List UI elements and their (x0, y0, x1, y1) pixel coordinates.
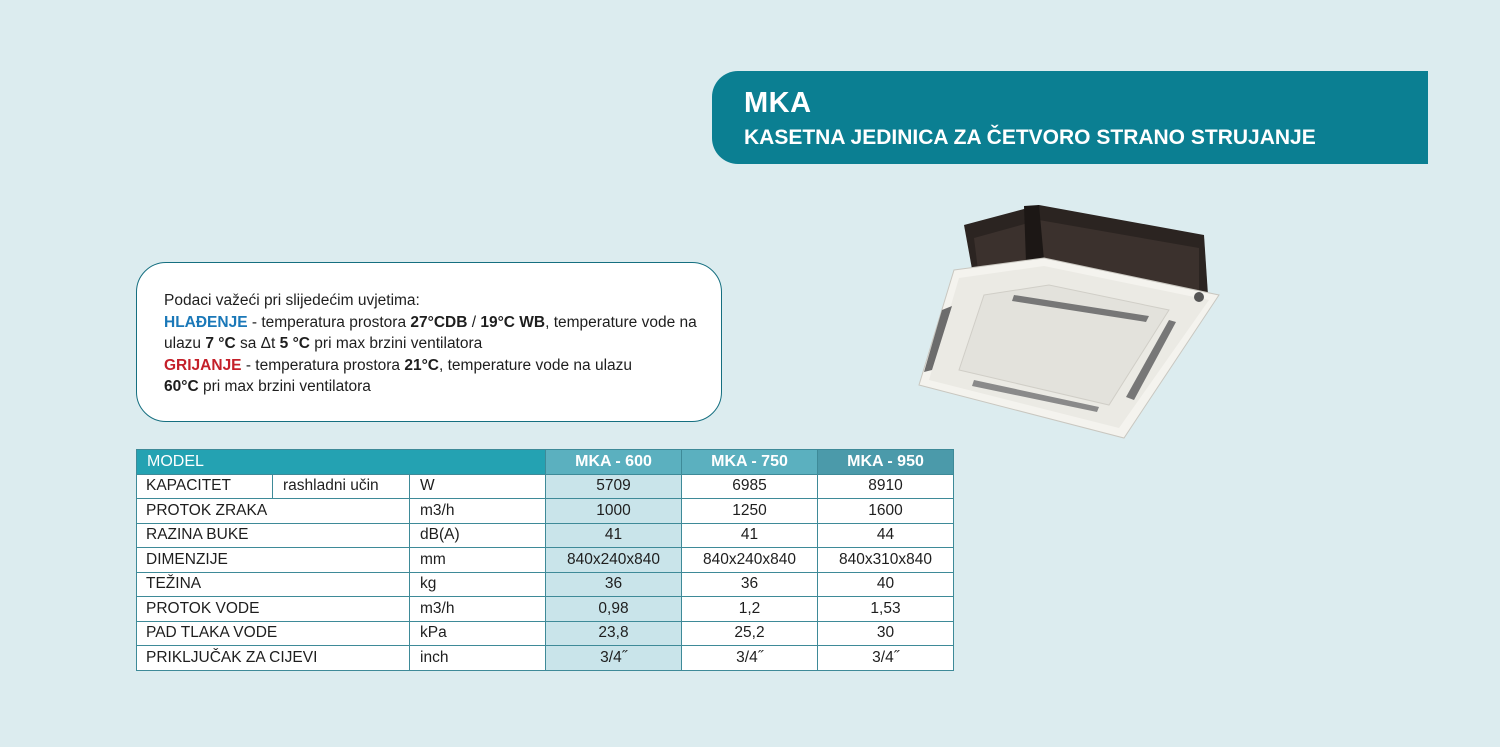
cell-value: 40 (818, 572, 954, 597)
cell-value: 840x240x840 (546, 548, 682, 573)
table-row (137, 474, 954, 499)
table-row (137, 572, 954, 597)
row-unit: dB(A) (410, 523, 546, 548)
cooling-text-4: pri max brzini ventilatora (309, 335, 483, 352)
cassette-unit-image (914, 200, 1234, 445)
cell-value: 6985 (682, 474, 818, 499)
cell-value: 3/4˝ (546, 646, 682, 671)
cell-value: 1000 (546, 499, 682, 524)
cooling-text-3: sa Δt (235, 335, 280, 352)
page-subtitle: KASETNA JEDINICA ZA ČETVORO STRANO STRUJANJE (744, 126, 1316, 149)
cell-value: 1600 (818, 499, 954, 524)
heating-label: GRIJANJE (164, 356, 242, 374)
conditions-intro: Podaci važeći pri slijedećim uvjetima: (164, 292, 420, 309)
cooling-wb-temp: 19°C WB (480, 313, 546, 331)
cooling-db-temp: 27°CDB (410, 313, 468, 331)
row-unit: W (410, 474, 546, 499)
table-row (137, 523, 954, 548)
table-row (137, 621, 954, 646)
cell-value: 5709 (546, 474, 682, 499)
cooling-delta: 5 °C (279, 335, 310, 352)
cell-value: 1,2 (682, 597, 818, 622)
heating-room-temp: 21°C (404, 356, 439, 374)
cell-value: 36 (546, 572, 682, 597)
table-row (137, 646, 954, 671)
row-label: KAPACITET (137, 474, 273, 499)
conditions-box (136, 262, 722, 422)
row-label: DIMENZIJE (137, 548, 410, 573)
table-header-row (137, 450, 954, 475)
cell-value: 8910 (818, 474, 954, 499)
model-header: MODEL (137, 450, 546, 475)
cell-value: 0,98 (546, 597, 682, 622)
table-row (137, 499, 954, 524)
header-banner (712, 71, 1428, 164)
row-unit: kg (410, 572, 546, 597)
row-unit: kPa (410, 621, 546, 646)
cooling-text-2: , temperature vode na ulazu (164, 313, 697, 352)
row-label: PROTOK ZRAKA (137, 499, 410, 524)
heating-text-2: , temperature vode na ulazu (439, 356, 633, 374)
specs-table (136, 449, 954, 671)
row-unit: mm (410, 548, 546, 573)
cell-value: 1,53 (818, 597, 954, 622)
table-row (137, 548, 954, 573)
column-header-600: MKA - 600 (546, 450, 682, 475)
row-unit: m3/h (410, 499, 546, 524)
cooling-text: - temperatura prostora (247, 313, 411, 331)
heating-water-temp: 60°C (164, 378, 199, 395)
row-label: TEŽINA (137, 572, 410, 597)
cell-value: 36 (682, 572, 818, 597)
row-sublabel: rashladni učin (273, 474, 410, 499)
row-label: PROTOK VODE (137, 597, 410, 622)
row-label: PAD TLAKA VODE (137, 621, 410, 646)
column-header-950: MKA - 950 (818, 450, 954, 475)
cell-value: 1250 (682, 499, 818, 524)
cell-value: 44 (818, 523, 954, 548)
page-title: MKA (744, 87, 812, 119)
column-header-750: MKA - 750 (682, 450, 818, 475)
row-label: RAZINA BUKE (137, 523, 410, 548)
cell-value: 3/4˝ (818, 646, 954, 671)
cooling-water-temp: 7 °C (205, 335, 236, 352)
row-unit: inch (410, 646, 546, 671)
cell-value: 840x310x840 (818, 548, 954, 573)
table-row (137, 597, 954, 622)
row-unit: m3/h (410, 597, 546, 622)
cooling-separator: / (467, 313, 481, 331)
cell-value: 30 (818, 621, 954, 646)
cell-value: 23,8 (546, 621, 682, 646)
heating-text: - temperatura prostora (241, 356, 405, 374)
cell-value: 41 (546, 523, 682, 548)
cooling-label: HLAĐENJE (164, 313, 248, 331)
heating-text-3: pri max brzini ventilatora (198, 378, 371, 395)
cell-value: 25,2 (682, 621, 818, 646)
cell-value: 3/4˝ (682, 646, 818, 671)
cell-value: 41 (682, 523, 818, 548)
row-label: PRIKLJUČAK ZA CIJEVI (137, 646, 410, 671)
cell-value: 840x240x840 (682, 548, 818, 573)
